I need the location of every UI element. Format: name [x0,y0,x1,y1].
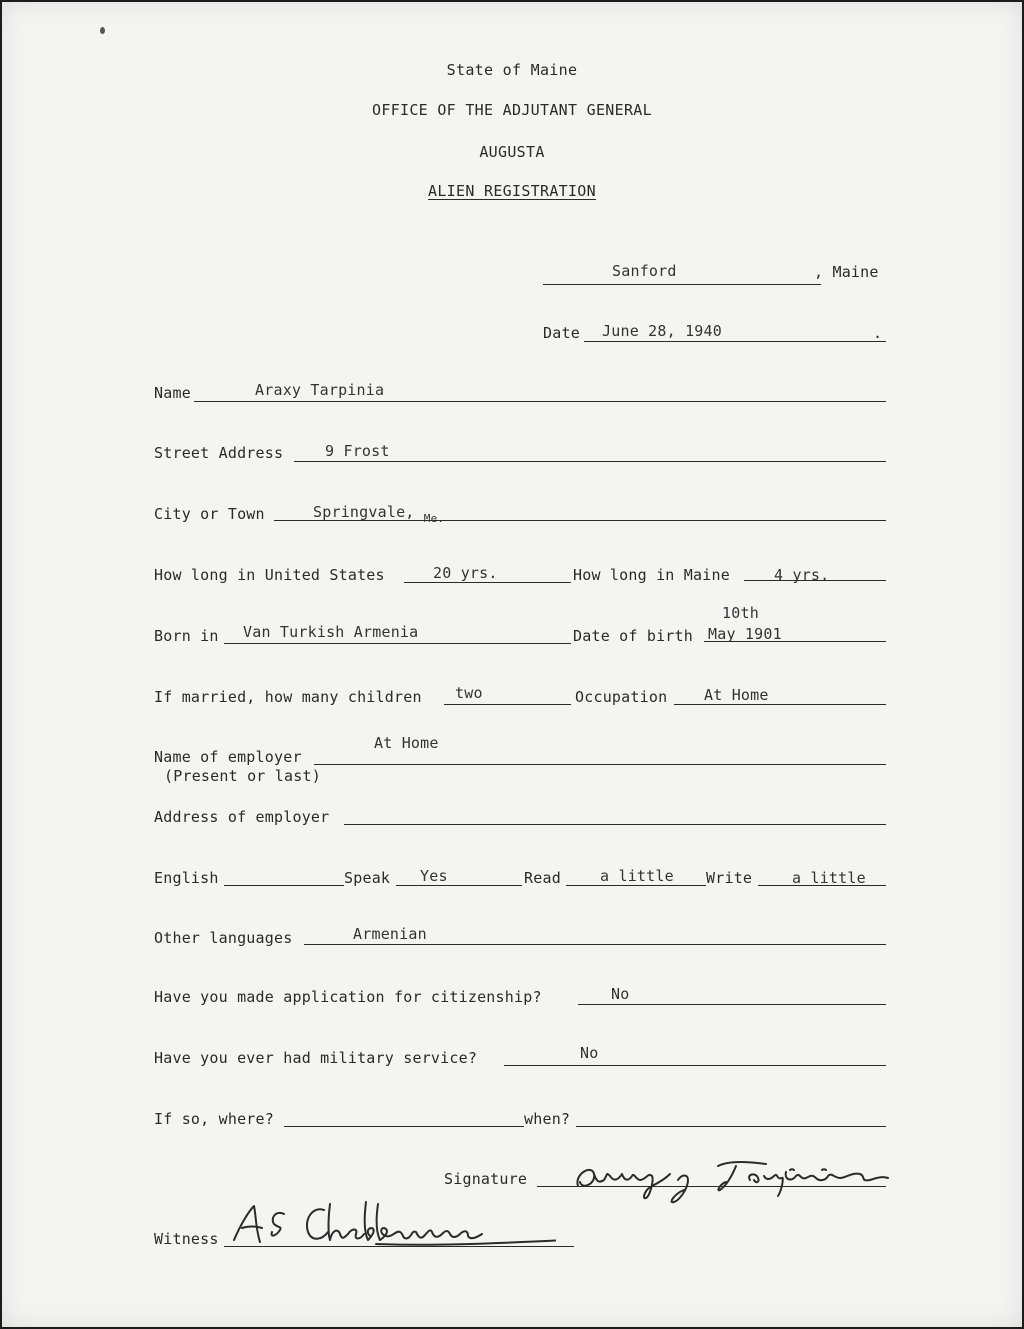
city-town-state: Me. [423,512,445,525]
birth-date-label: Date of birth [573,627,693,645]
town-line [543,284,821,285]
children-label: If married, how many children [154,688,422,706]
witness-signature [226,1196,556,1256]
ink-speck [100,27,105,34]
when-line [576,1126,886,1127]
write-value: a little [792,869,866,887]
date-end-mark: . [873,324,883,342]
birth-day-value: 10th [722,604,759,622]
occupation-value: At Home [704,686,769,704]
citizenship-line [578,1004,886,1005]
us-duration-value: 20 yrs. [433,564,498,582]
witness-label: Witness [154,1230,219,1248]
employer-value: At Home [374,734,439,752]
office-heading: OFFICE OF THE ADJUTANT GENERAL [372,101,652,119]
date-label: Date [543,324,580,342]
name-value: Araxy Tarpinia [255,381,385,399]
military-line [504,1065,886,1066]
employer-label: Name of employer [154,748,302,766]
read-value: a little [600,867,674,885]
military-value: No [580,1044,599,1062]
maine-duration-value: 4 yrs. [774,566,830,584]
maine-duration-label: How long in Maine [573,566,730,584]
name-line [194,401,886,402]
date-line [584,341,886,342]
other-languages-value: Armenian [353,925,427,943]
born-value: Van Turkish Armenia [243,623,419,641]
street-label: Street Address [154,444,284,462]
name-label: Name [154,384,191,402]
children-value: two [455,684,483,702]
state-suffix: , Maine [814,263,879,281]
birth-date-value: May 1901 [708,625,782,643]
citizenship-value: No [611,985,630,1003]
street-value: 9 Frost [325,442,390,460]
speak-value: Yes [420,867,448,885]
where-line [284,1126,524,1127]
employer-address-line [344,824,886,825]
date-value: June 28, 1940 [602,322,722,340]
us-duration-line [404,582,571,583]
employer-line [314,764,886,765]
occupation-line [674,704,886,705]
employer-address-label: Address of employer [154,808,330,826]
city-town-name: Springvale, [313,503,415,521]
english-label: English [154,869,219,887]
write-label: Write [706,869,753,887]
occupation-label: Occupation [575,688,668,706]
read-label: Read [524,869,561,887]
read-line [566,885,706,886]
applicant-signature [570,1150,900,1210]
born-label: Born in [154,627,219,645]
born-line [224,643,571,644]
form-title: ALIEN REGISTRATION [428,182,596,200]
employer-sublabel: (Present or last) [164,767,321,785]
other-languages-label: Other languages [154,929,293,947]
signature-label: Signature [444,1170,528,1188]
english-line [224,885,344,886]
town-value: Sanford [612,262,677,280]
city-heading: AUGUSTA [479,143,545,161]
us-duration-label: How long in United States [154,566,385,584]
military-label: Have you ever had military service? [154,1049,478,1067]
children-line [444,704,571,705]
speak-label: Speak [344,869,391,887]
state-heading: State of Maine [446,61,578,79]
where-label: If so, where? [154,1110,274,1128]
other-languages-line [304,944,886,945]
when-label: when? [524,1110,571,1128]
citizenship-label: Have you made application for citizenship? [154,988,542,1006]
city-town-value [313,503,445,525]
street-line [294,461,886,462]
speak-line [396,885,522,886]
city-town-label: City or Town [154,505,265,523]
